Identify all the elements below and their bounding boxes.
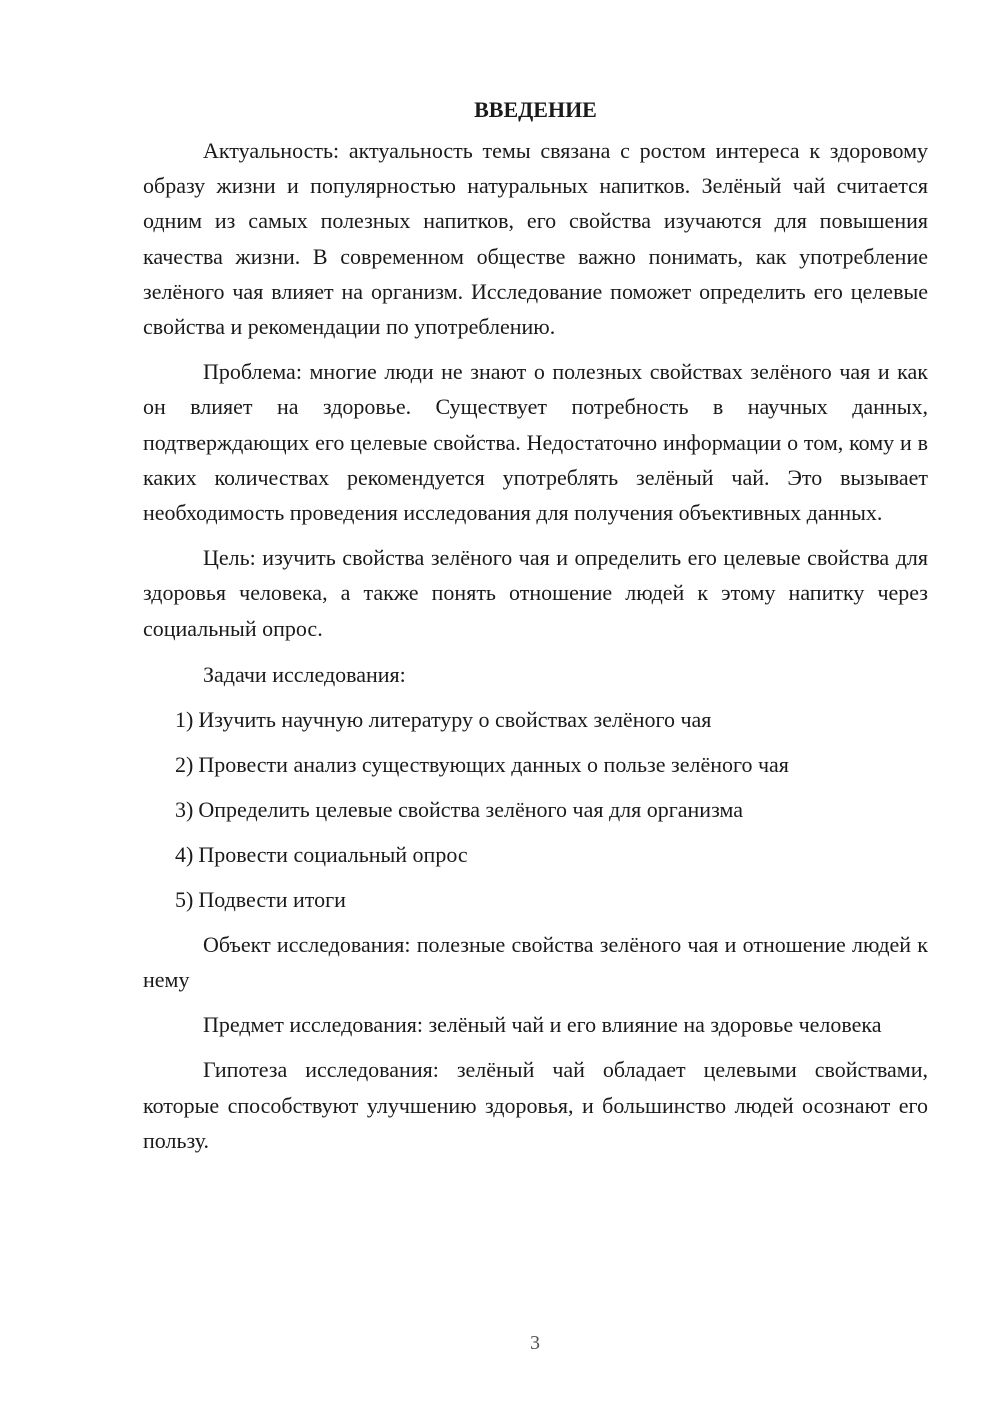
tasks-heading: Задачи исследования: xyxy=(203,661,406,687)
paragraph-subject: Предмет исследования: зелёный чай и его влияние на здоровье человека xyxy=(203,1012,882,1038)
list-item-number: 3) xyxy=(175,796,194,822)
paragraph-object: Объект исследования: полезные свойства зелёного чая и отношение людей к нему xyxy=(143,931,928,993)
list-item xyxy=(143,747,928,782)
paragraph-hypothesis: Гипотеза исследования: зелёный чай обладает целевыми свойствами, которые способствуют улучшению здоровья, и большинство людей осознают его пользу. xyxy=(143,1057,928,1153)
list-item xyxy=(143,837,928,872)
list-item-text: Определить целевые свойства зелёного чая для организма xyxy=(198,796,743,822)
list-item-number: 5) xyxy=(175,886,194,912)
list-item xyxy=(143,702,928,737)
list-item xyxy=(143,882,928,917)
list-item-number: 4) xyxy=(175,841,194,867)
paragraph-relevance: Актуальность: актуальность темы связана с ростом интереса к здоровому образу жизни и популярностью натуральных напитков. Зелёный чай считается одним из самых полезных напитков, его свойства изучаются для повышения качества жизни. В современном обществе важно понимать, как употребление зелёного чая влияет на организм. Исследование поможет определить его целевые свойства и рекомендации по употреблению. xyxy=(143,138,928,340)
list-item-text: Провести социальный опрос xyxy=(198,841,468,867)
paragraph-goal: Цель: изучить свойства зелёного чая и определить его целевые свойства для здоровья человека, а также понять отношение людей к этому напитку через социальный опрос. xyxy=(143,545,928,641)
document-page xyxy=(143,92,928,1158)
task-list xyxy=(143,702,928,917)
list-item-text: Провести анализ существующих данных о пользе зелёного чая xyxy=(198,751,789,777)
paragraph-problem: Проблема: многие люди не знают о полезных свойствах зелёного чая и как он влияет на здоровье. Существует потребность в научных данных, подтверждающих его целевые свойства. Недостаточно информации о том, кому и в каких количествах рекомендуется употреблять зелёный чай. Это вызывает необходимость проведения исследования для получения объективных данных. xyxy=(143,359,928,526)
list-item-text: Изучить научную литературу о свойствах зелёного чая xyxy=(198,706,712,732)
page-number: 3 xyxy=(530,1332,540,1354)
list-item-text: Подвести итоги xyxy=(198,886,346,912)
list-item xyxy=(143,792,928,827)
list-item-number: 1) xyxy=(175,706,194,732)
list-item-number: 2) xyxy=(175,751,194,777)
page-title: ВВЕДЕНИЕ xyxy=(474,97,597,122)
